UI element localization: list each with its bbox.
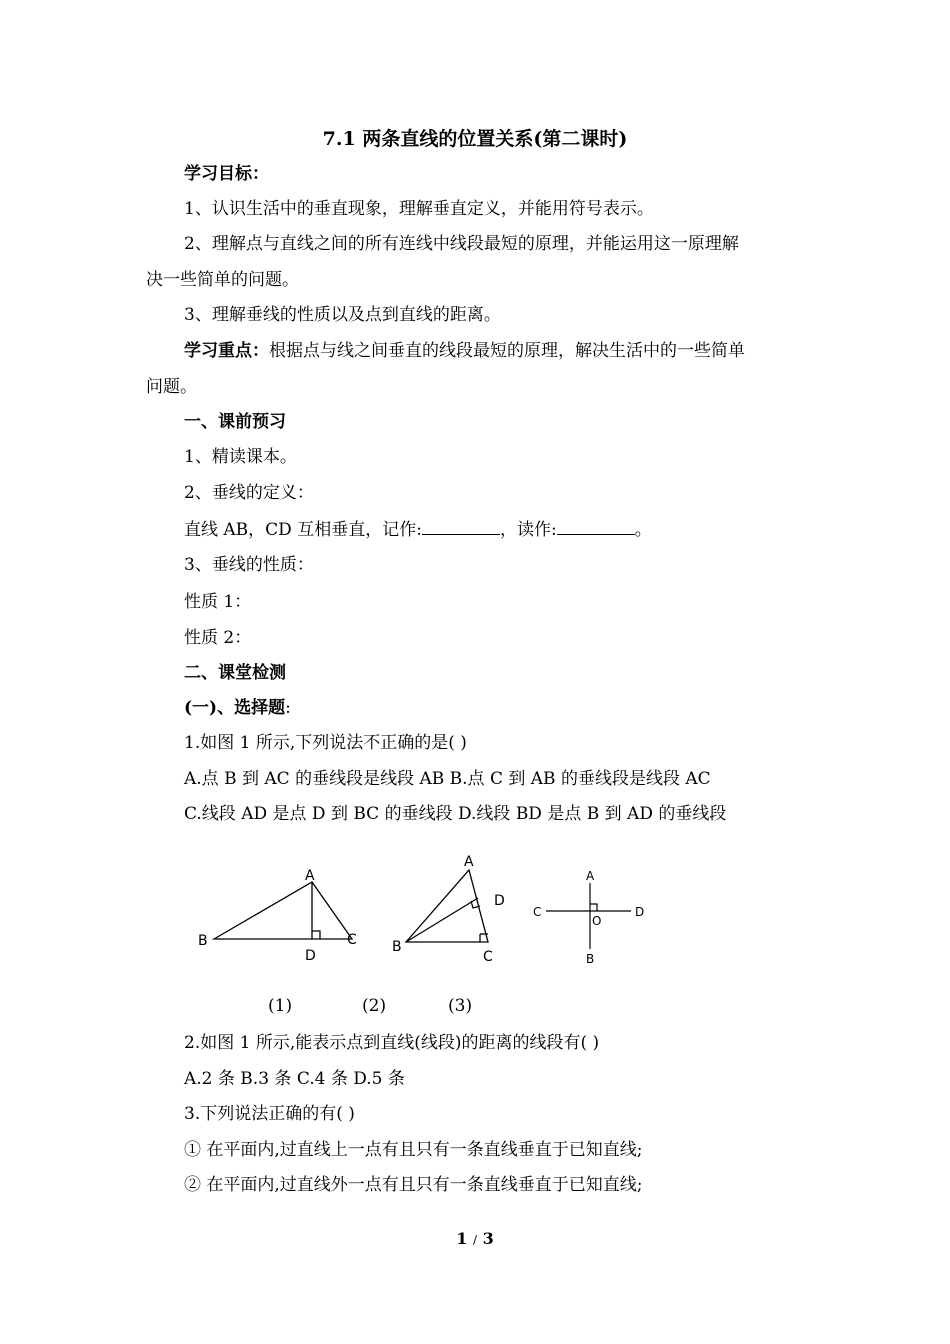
objective-1: 1、认识生活中的垂直现象，理解垂直定义，并能用符号表示。 <box>184 199 654 219</box>
question-1: 1.如图 1 所示,下列说法不正确的是( ) <box>184 733 467 753</box>
fig1-label-b: B <box>198 933 208 949</box>
question-1-options-cd: C.线段 AD 是点 D 到 BC 的垂线段 D.线段 BD 是点 B 到 AD 的垂线段 <box>184 804 727 824</box>
page-total: 3 <box>482 1229 494 1248</box>
reading-blank[interactable] <box>557 516 635 535</box>
figure-1 <box>214 882 352 939</box>
question-3: 3.下列说法正确的有( ) <box>184 1104 355 1124</box>
fig3-right-angle-mark <box>590 904 597 911</box>
choice-heading-line <box>184 696 291 720</box>
fig3-label-d: D <box>635 905 645 919</box>
notation-blank[interactable] <box>422 516 500 535</box>
page-separator: / <box>472 1233 478 1247</box>
figure-3 <box>546 883 631 949</box>
focus-text-cont: 问题。 <box>146 377 197 397</box>
fig1-right-angle-mark <box>312 931 320 939</box>
page-current: 1 <box>456 1229 468 1248</box>
fig2-label-a: A <box>464 854 474 870</box>
preview-item-2: 2、垂线的定义： <box>184 483 314 503</box>
preview-item-1: 1、精读课本。 <box>184 447 297 467</box>
definition-line <box>184 516 652 542</box>
focus-heading: 学习重点： <box>184 341 269 361</box>
fig2-label-c: C <box>483 949 493 965</box>
definition-read: ，读作: <box>499 520 557 540</box>
question-1-options-ab: A.点 B 到 AC 的垂线段是线段 AB B.点 C 到 AB 的垂线段是线段 AC <box>184 769 711 789</box>
fig3-label-a: A <box>586 869 595 883</box>
focus-text: 根据点与线之间垂直的线段最短的原理，解决生活中的一些简单 <box>269 341 745 361</box>
fig2-altitude <box>406 898 478 942</box>
figure-label-3: (3) <box>448 996 473 1016</box>
figure-2 <box>406 870 488 942</box>
fig3-label-c: C <box>533 905 542 919</box>
preview-heading: 一、课前预习 <box>184 412 286 432</box>
objective-2: 2、理解点与直线之间的所有连线中线段最短的原理，并能运用这一原理解 <box>184 234 739 254</box>
fig1-label-a: A <box>305 868 315 884</box>
fig1-triangle <box>214 882 352 939</box>
question-3-statement-2: ② 在平面内,过直线外一点有且只有一条直线垂直于已知直线; <box>184 1175 643 1195</box>
objective-3: 3、理解垂线的性质以及点到直线的距离。 <box>184 305 501 325</box>
property-1: 性质 1： <box>184 592 252 612</box>
choice-heading-colon: : <box>285 698 291 718</box>
objectives-heading: 学习目标： <box>184 164 269 184</box>
page-number <box>0 1229 950 1248</box>
check-heading: 二、课堂检测 <box>184 663 286 683</box>
page-title: 7.1 两条直线的位置关系(第二课时) <box>322 128 628 150</box>
definition-text: 直线 AB，CD 互相垂直，记作: <box>184 520 422 540</box>
question-3-statement-1: ① 在平面内,过直线上一点有且只有一条直线垂直于已知直线; <box>184 1140 643 1160</box>
definition-end: 。 <box>634 520 652 540</box>
fig2-triangle <box>406 870 488 942</box>
question-2-options: A.2 条 B.3 条 C.4 条 D.5 条 <box>184 1069 405 1089</box>
focus-line <box>184 339 745 363</box>
fig3-label-b: B <box>586 952 595 966</box>
geometry-figures <box>180 845 660 975</box>
fig3-label-o: O <box>592 914 602 928</box>
fig2-label-d: D <box>494 893 505 909</box>
fig1-label-c: C <box>347 932 357 948</box>
fig2-label-b: B <box>392 939 402 955</box>
question-2: 2.如图 1 所示,能表示点到直线(线段)的距离的线段有( ) <box>184 1033 600 1053</box>
figure-label-2: (2) <box>362 996 387 1016</box>
fig1-label-d: D <box>305 948 316 964</box>
figure-label-1: (1) <box>268 996 293 1016</box>
objective-2-cont: 决一些简单的问题。 <box>146 270 299 290</box>
property-2: 性质 2： <box>184 628 252 648</box>
preview-item-3: 3、垂线的性质： <box>184 555 314 575</box>
choice-heading: (一)、选择题 <box>184 698 286 718</box>
